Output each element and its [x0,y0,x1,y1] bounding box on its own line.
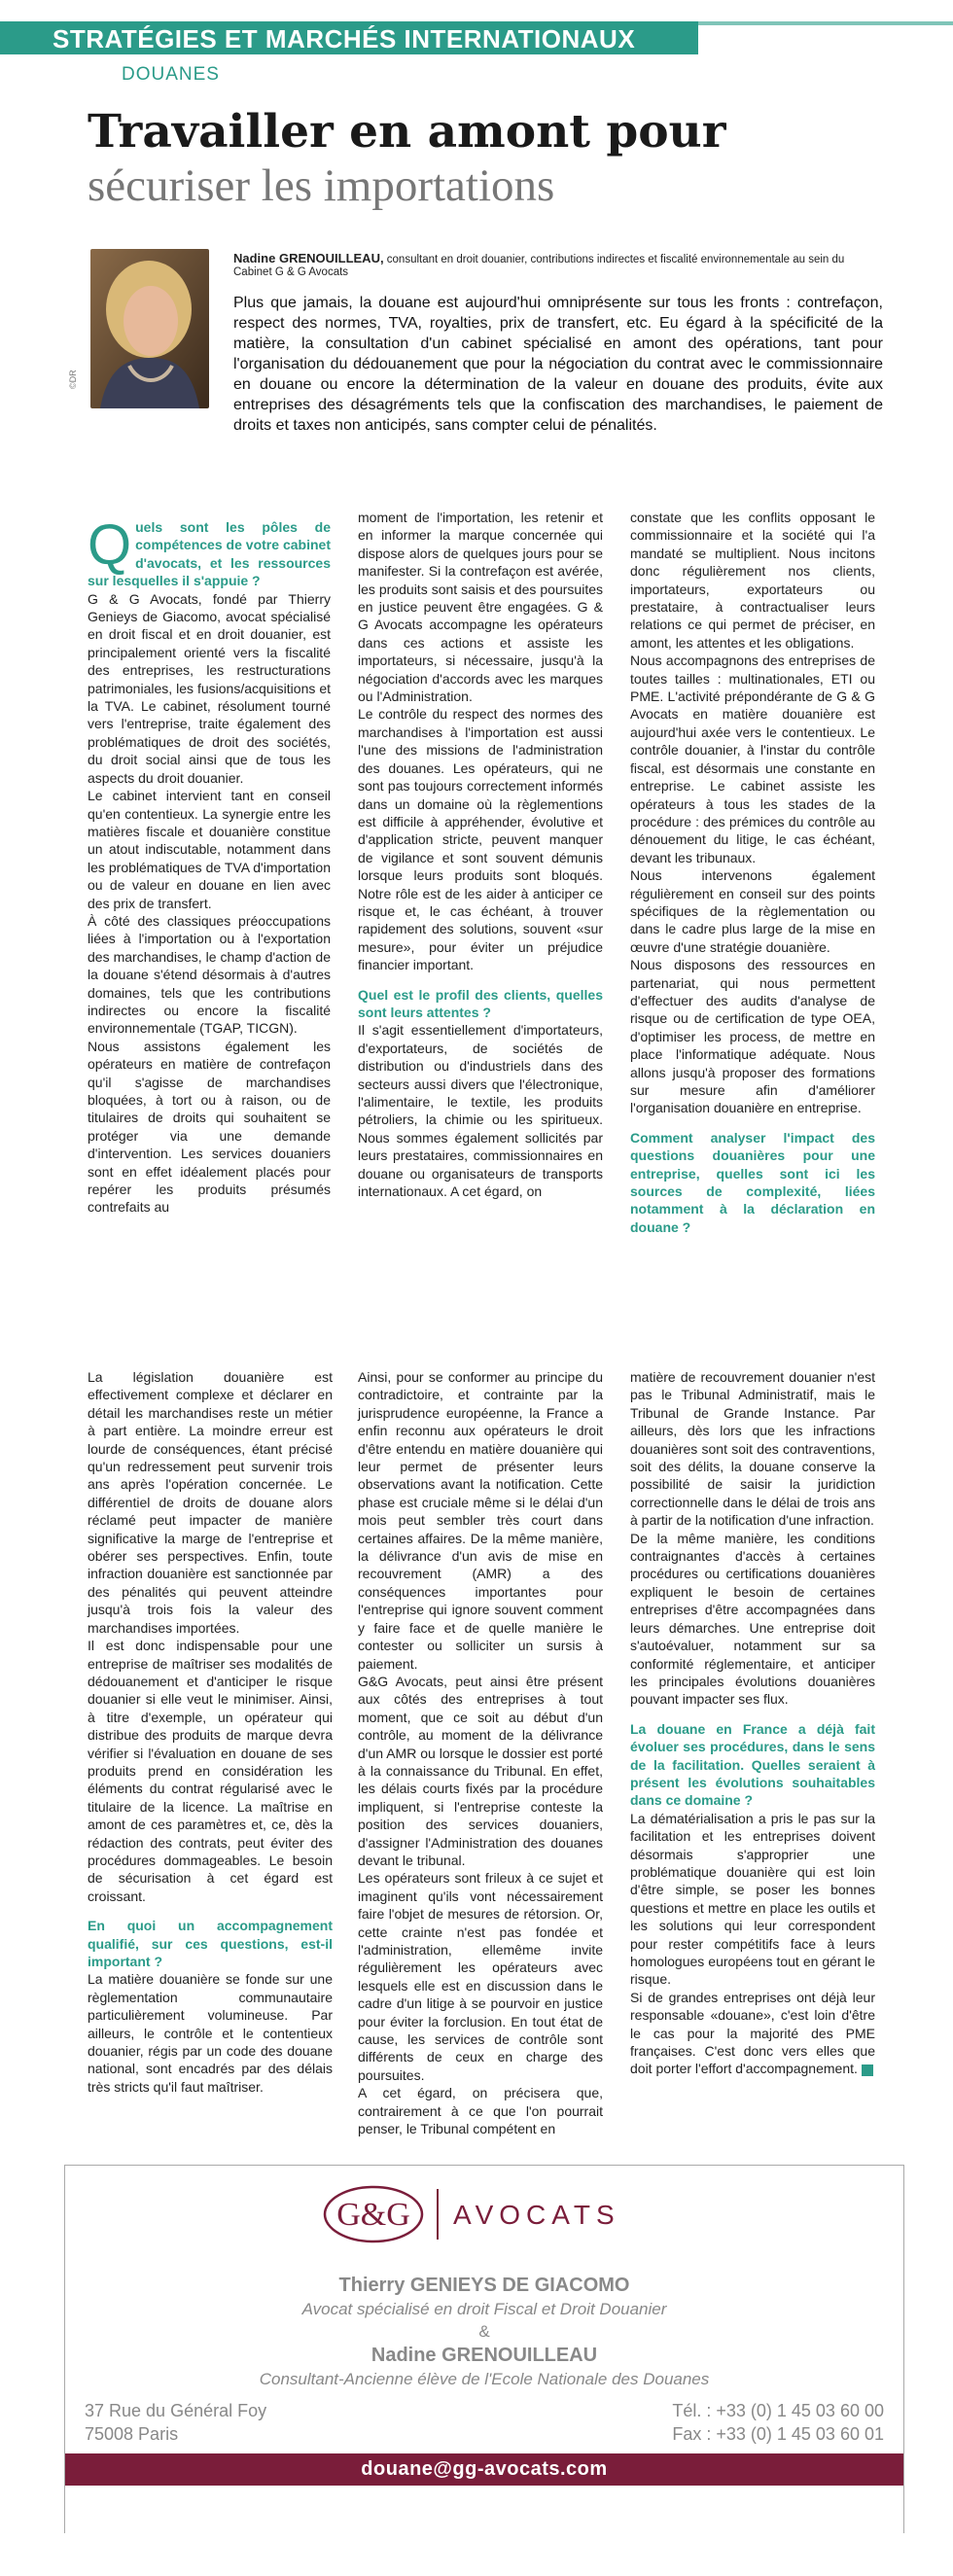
fax: Fax : +33 (0) 1 45 03 60 01 [672,2424,884,2444]
paragraph: Nous accompagnons des entreprises de toutes tailles : multinationales, ETI ou PME. L'activité prépondérante de G & G Avocats en matière douanière est aujourd'hui axée vers le contentieux. Le contrôle douanier, à l'instar du contrôle fiscal, est désormais une constante en entreprise. Le cabinet assiste les opérateurs à tous les stades de la procédure : des prémices du contrôle au dénouement du litige, le cas échéant, devant les tribunaux. [630,653,875,865]
paragraph: Nous intervenons également régulièrement en conseil sur des points spécifiques de la règlementation ou dans le cadre plus large de la mise en œuvre d'une stratégie douanière. [630,867,875,955]
paragraph: G&G Avocats, peut ainsi être présent aux côtés des entreprises à tout moment, que ce soit au début d'un contrôle, au moment de la délivrance d'un AMR ou lorsque le dossier est porté à la connaissance du Tribunal. En effet, les délais courts fixés par la procédure impliquent, si l'entreprise conteste la position des services douaniers, d'assigner l'Administration des douanes devant le tribunal. [358,1673,603,1868]
paragraph: La législation douanière est effectivement complexe et déclarer en détail les marchandises reste un métier à part entière. La moindre erreur est lourde de conséquences, étant précisé qu'un redressement peut survenir trois ans après l'opération concernée. Le différentiel de droits de douane alors réclamé peut impacter de manière significative la marge de l'entreprise et obérer ses perspectives. Enfin, toute infraction douanière est sanctionnée par des pénalités qui peuvent atteindre jusqu'à trois fois la valeur des marchandises importées. [88,1369,333,1636]
paragraph: matière de recouvrement douanier n'est pas le Tribunal Administratif, mais le Tribunal de Grande Instance. Par ailleurs, dès lors que les infractions douanières sont soit des contraventions, soit des délits, la douane conserve la possibilité de saisir la juridiction correctionnelle dans le délai de trois ans à partir de la notification d'une infraction. [630,1369,875,1529]
telephone: Tél. : +33 (0) 1 45 03 60 00 [672,2401,884,2420]
paragraph: A cet égard, on précisera que, contrairement à ce que l'on pourrait penser, le Tribunal compétent en [358,2085,603,2137]
paragraph: Le cabinet intervient tant en conseil qu'en contentieux. La synergie entre les matières fiscale et douanière constitue un atout indiscutable, notamment dans les problématiques de TVA d'importation ou de valeur en douane en lien avec des prix de transfert. [88,788,331,911]
email-link[interactable]: douane@gg-avocats.com [361,2458,608,2480]
paragraph: Il est donc indispensable pour une entreprise de maîtriser ses modalités de dédouanement et d'anticiper le risque douanier si elle veut le minimiser. Ainsi, à titre d'exemple, un opérateur qui distribue des produits de marque devra vérifier si l'évaluation en douane de ses produits prend en considération les éléments du contrat régularisé avec le titulaire de la licence. La maîtrise en amont de ces paramètres et, ce, dès la rédaction des contrats, peut éviter des procédures dommageables. Le besoin de sécurisation à cet égard est croissant. [88,1638,333,1904]
author-name: Nadine GRENOUILLEAU, [233,251,384,265]
advert-box [64,2165,904,2533]
photo-credit: ©DR [68,370,78,389]
paragraph: constate que les conflits opposant le commissionnaire et la société qui l'a mandaté se multiplient. Nous incitons donc régulièrement nos clients, importateurs, exportateurs ou prestataire, à contractualiser leurs relations ce qui permet de préciser, en amont, les attentes et les obligations. [630,510,875,651]
paragraph: Si de grandes entreprises ont déjà leur responsable «douane», c'est loin d'être le cas pour la majorité des PME françaises. C'est donc vers elles que doit porter l'effort d'accompagnement. [630,1989,875,2077]
paragraph: Il s'agit essentiellement d'importateurs, d'exportateurs, de sociétés de distribution ou d'industriels dans des secteurs aussi divers que l'électronique, l'alimentaire, le textile, les produits pétroliers, la chimie ou les spiritueux. Nous sommes également sollicités par leurs prestataires, commissionnaires en douane ou organisateurs de transports internationaux. A cet égard, on [358,1022,603,1200]
end-mark-icon [862,2064,873,2076]
lead-paragraph: Plus que jamais, la douane est aujourd'hui omniprésente sur tous les fronts : contrefaçon, respect des normes, TVA, royalties, prix de transfert, etc. Eu égard à la spécificité de la matière, la consultation d'un cabinet spécialisé en amont des opérations, tant pour l'organisation du dédouanement que pour la négociation du contrat avec le commissionnaire en douane ou encore la détermination de la valeur en douane des produits, évite aux entreprises des désagréments tels que la confiscation des marchandises, le paiement de droits et taxes non anticipés, sans compter celui de pénalités. [233,295,883,434]
author-photo [90,249,209,408]
question-3: Comment analyser l'impact des questions douanières pour une entreprise, quelles sont ici les sources de complexité, liées notamment à la déclaration en douane ? [630,1129,875,1235]
consultant-title: Consultant-Ancienne élève de l'Ecole Nationale des Douanes [259,2370,710,2388]
article-title-line2: sécuriser les importations [88,160,555,211]
lawyer-name: Thierry GENIEYS DE GIACOMO [338,2275,630,2296]
address-city: 75008 Paris [85,2424,179,2444]
column-bottom-1 [88,1368,333,2096]
address-street: 37 Rue du Général Foy [85,2401,267,2420]
question-5: La douane en France a déjà fait évoluer ses procédures, dans le sens de la facilitation. Quelles seraient à présent les évolutions souhaitables dans ce domaine ? [630,1720,875,1809]
consultant-name: Nadine GRENOUILLEAU [371,2345,598,2366]
paragraph: Nous disposons des ressources en partenariat, qui nous permettent d'effectuer des audits d'analyse de risque ou de certification de type OEA, d'optimiser les process, de mettre en place l'informatique adéquate. Nous allons jusqu'à proposer des formations sur mesure afin d'améliorer l'organisation douanière en entreprise. [630,957,875,1116]
paragraph: De la même manière, les conditions contraignantes d'accès à certaines procédures ou certifications douanières expliquent le besoin de certaines entreprises d'être accompagnées dans leurs démarches. Une entreprise doit s'autoévaluer, notamment sur sa conformité réglementaire, et anticiper les principales évolutions douanières pouvant impacter ses flux. [630,1530,875,1708]
postal-address [85,2399,266,2446]
author-byline [233,252,875,279]
paragraph: La dématérialisation a pris le pas sur la facilitation et les entreprises doivent désormais s'approprier une problématique douanière qui est loin d'être simple, se poser les bonnes questions et mettre en place les outils et les solutions qui leur correspondent pour rester compétitifs face à leurs homologues européens tout en gérant le risque. [630,1810,875,1988]
logo-wordmark: AVOCATS [453,2200,620,2230]
contact-numbers [672,2399,884,2446]
column-top-3 [630,509,875,1236]
gg-avocats-logo [323,2183,712,2245]
column-bottom-2 [358,1368,603,2137]
logo-monogram: G&G [336,2197,410,2233]
column-top-1 [88,513,331,1217]
question-4: En quoi un accompagnement qualifié, sur ces questions, est-il important ? [88,1918,333,1969]
paragraph: La matière douanière se fonde sur une règlementation communautaire particulièrement volumineuse. Par ailleurs, le contrôle et le contentieux douanier, régis par un code des douane national, sont encadrés par des délais très stricts qu'il faut maîtriser. [88,1971,333,2095]
paragraph: À côté des classiques préoccupations liées à l'importation ou à l'exportation des marchandises, le champ d'action de la douane s'étend désormais à d'autres domaines, tels que les contributions indirectes ou encore la fiscalité environnementale (TGAP, TICGN). [88,912,331,1037]
section-banner [0,21,698,54]
email-bar [65,2453,903,2486]
paragraph: Ainsi, pour se conformer au principe du contradictoire, et contrainte par la jurisprudence européenne, la France a enfin reconnu aux opérateurs le droit d'être entendu en matière douanière qui leur permet de présenter leurs observations avant la notification. Cette phase est cruciale même si le délai d'un mois peut sembler très court dans certaines affaires. De la même manière, la délivrance d'un avis de mise en recouvrement (AMR) a des conséquences importantes pour l'entreprise qui ignore souvent comment y faire face et de quelle manière le contester ou solliciter un sursis à paiement. [358,1369,603,1672]
paragraph: Les opérateurs sont frileux à ce sujet et imaginent qu'ils vont nécessairement faire l'objet de mesures de rétorsion. Or, cette crainte n'est pas fondée et l'administration, ellemême invite régulièrement les opérateurs avec lesquels elle est en discussion dans le cadre d'un litige à se pourvoir en justice pour éviter la forclusion. En tout état de cause, les services de contrôle sont différents de ceux en charge des poursuites. [358,1870,603,2083]
paragraph: G & G Avocats, fondé par Thierry Genieys de Giacomo, avocat spécialisé en droit fiscal et en droit douanier, est principalement orienté vers la fiscalité des entreprises, les restructurations patrimoniales, les fusions/acquisitions et la TVA. Le cabinet, résolument tourné vers l'entreprise, traite également des problématiques de droit des sociétés, du droit social ainsi que de tous les aspects du droit douanier. [88,590,331,786]
question-2: Quel est le profil des clients, quelles sont leurs attentes ? [358,986,603,1020]
column-top-2 [358,509,603,1200]
advert-names [65,2273,903,2391]
paragraph: Le contrôle du respect des normes des marchandises à l'importation est aussi l'une des missions de l'administration des douanes. Les opérateurs, qui ne sont pas toujours correctement informés dans un domaine où la règlementions est difficile à appréhender, évolutive et d'application stricte, peuvent manquer de vigilance et sont souvent démunis lorsque leurs produits sont bloqués. Notre rôle est de les aider à anticiper ce risque et, le cas échéant, à trouver rapidement des solutions, souvent «sur mesure», pour éviter un préjudice financier important. [358,706,603,973]
section-label: DOUANES [122,64,220,85]
drop-cap: Q [88,513,132,577]
question-1: uels sont les pôles de compétences de votre cabinet d'avocats, et les ressources sur lesquelles il s'appuie ? [88,519,331,589]
paragraph: Nous assistons également les opérateurs en matière de contrefaçon qu'il s'agisse de marchandises bloquées, à tort ou à raison, ou de titulaires de droits qui souhaitent se protéger via une demande d'intervention. Les services douaniers sont en effet idéalement placés pour repérer les produits présumés contrefaits au [88,1038,331,1216]
banner-rule [698,21,953,25]
banner-text: STRATÉGIES ET MARCHÉS INTERNATIONAUX [53,24,636,53]
article-title-line1: Travailler en amont pour [88,105,726,159]
ampersand: & [478,2322,490,2341]
author-description: consultant en droit douanier, contributions indirectes et fiscalité environnementale au sein du Cabinet G & G Avocats [233,254,845,278]
lawyer-title: Avocat spécialisé en droit Fiscal et Droit Douanier [301,2300,667,2318]
column-bottom-3 [630,1368,875,2078]
paragraph: moment de l'importation, les retenir et en informer la marque concernée qui dispose alors de quelques jours pour se manifester. Si la contrefaçon est avérée, les produits sont saisis et des poursuites en justice peuvent être engagées. G & G Avocats accompagne les opérateurs dans ces actions et assiste les importateurs, si nécessaire, jusqu'à la négociation d'accords avec les marques ou l'Administration. [358,510,603,705]
